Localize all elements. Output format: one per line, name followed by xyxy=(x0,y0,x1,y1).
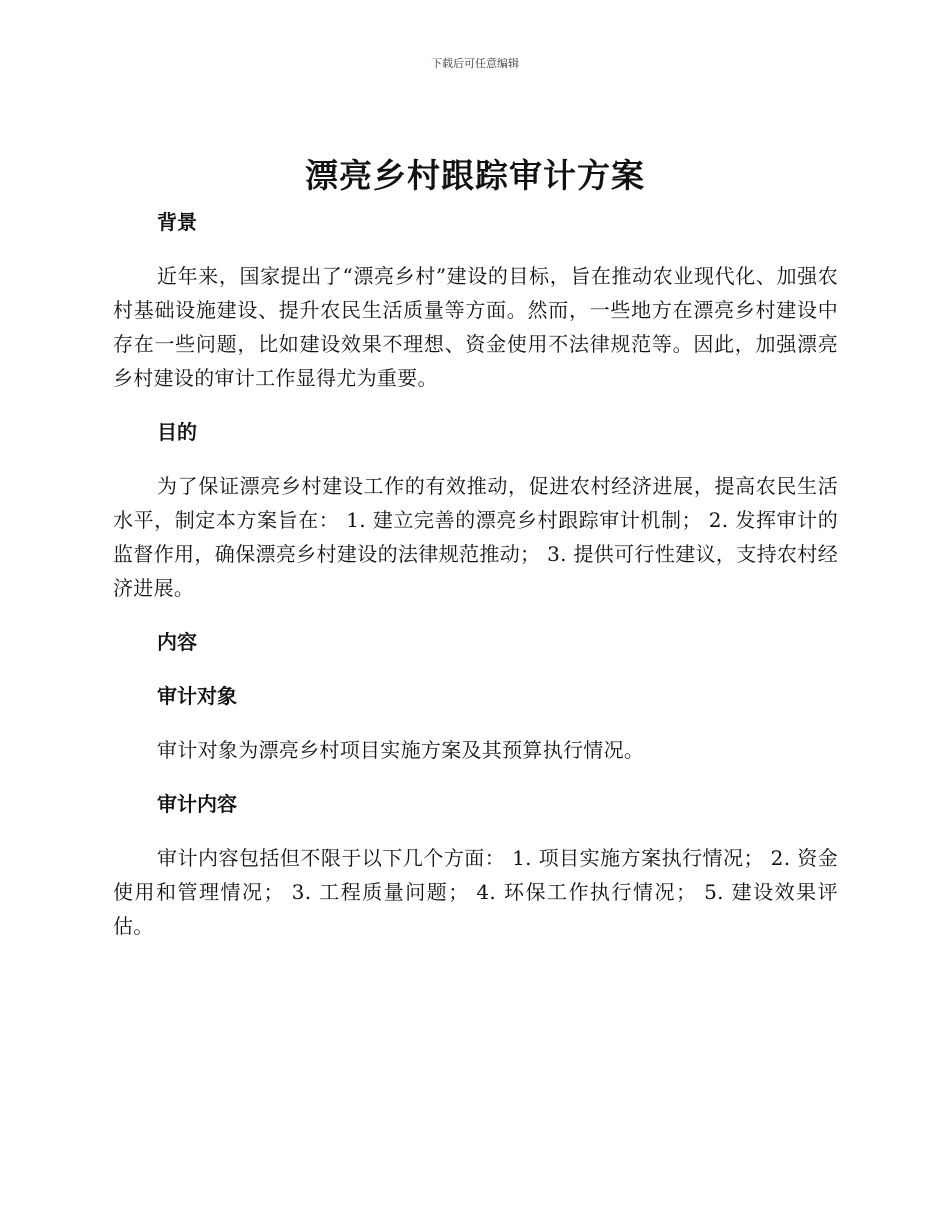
heading-audit-content: 审计内容 xyxy=(157,792,237,816)
paragraph-background: 近年来，国家提出了“漂亮乡村”建设的目标，旨在推动农业现代化、加强农村基础设施建设、提升农民生活质量等方面。然而，一些地方在漂亮乡村建设中存在一些问题，比如建设效果不理想、资金使用不法律规范等。因此，加强漂亮乡村建设的审计工作显得尤为重要。 xyxy=(113,264,838,390)
document-title: 漂亮乡村跟踪审计方案 xyxy=(305,156,645,195)
header-note: 下载后可任意编辑 xyxy=(431,57,519,70)
paragraph-purpose: 为了保证漂亮乡村建设工作的有效推动，促进农村经济进展，提高农民生活水平，制定本方案旨在： 1. 建立完善的漂亮乡村跟踪审计机制； 2. 发挥审计的监督作用，确保漂亮乡村建设的法律规范推动； 3. 提供可行性建议，支持农村经济进展。 xyxy=(113,474,838,600)
paragraph-audit-content: 审计内容包括但不限于以下几个方面： 1. 项目实施方案执行情况； 2. 资金使用和管理情况； 3. 工程质量问题； 4. 环保工作执行情况； 5. 建设效果评估。 xyxy=(113,846,838,938)
paragraph-audit-object: 审计对象为漂亮乡村项目实施方案及其预算执行情况。 xyxy=(157,738,645,762)
document-body xyxy=(113,205,838,943)
heading-purpose: 目的 xyxy=(157,420,197,444)
heading-audit-object: 审计对象 xyxy=(157,684,237,708)
heading-content: 内容 xyxy=(157,630,197,654)
heading-background: 背景 xyxy=(157,210,197,234)
